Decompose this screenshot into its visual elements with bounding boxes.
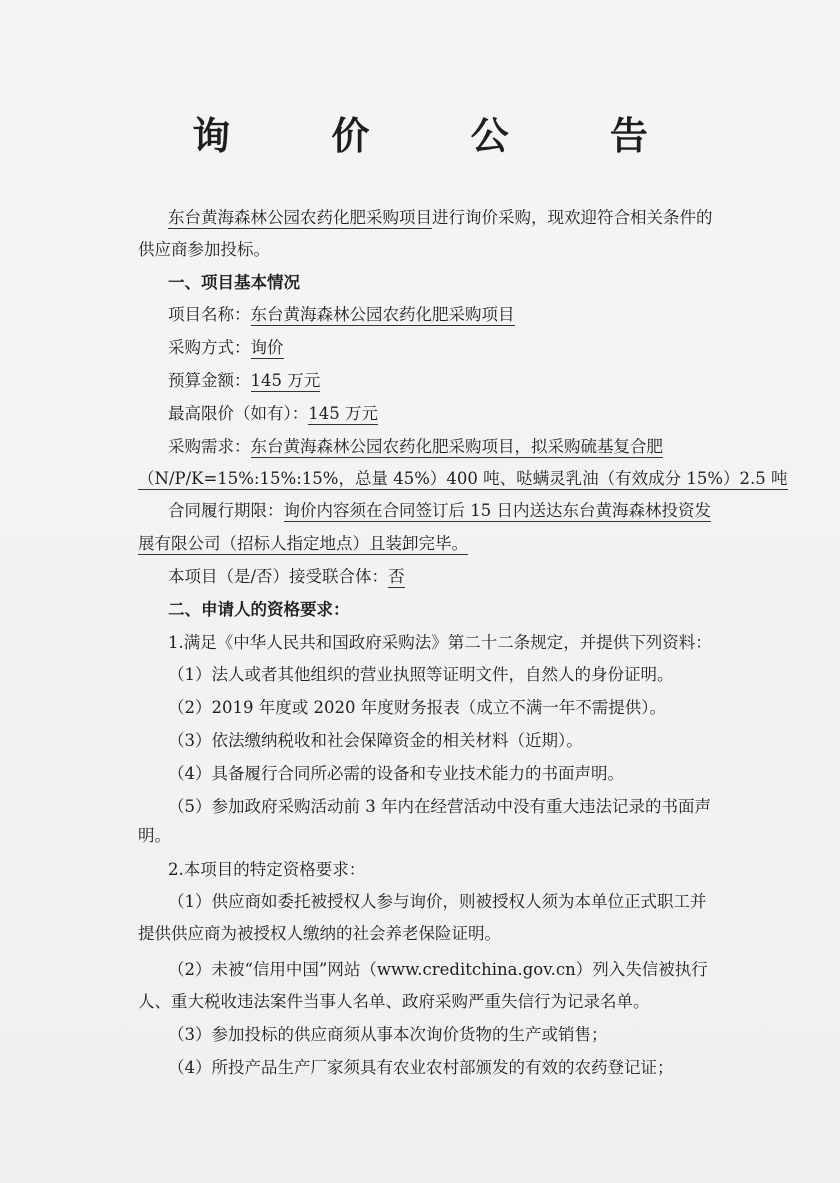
req1-item-3: （3）依法缴纳税收和社会保障资金的相关材料（近期）。 <box>168 731 583 750</box>
req1-item-4: （4）具备履行合同所必需的设备和专业技术能力的书面声明。 <box>168 764 624 783</box>
req2-intro: 2.本项目的特定资格要求： <box>168 860 366 879</box>
req1-item-5: （5）参加政府采购活动前 3 年内在经营活动中没有重大违法记录的书面声 <box>168 797 711 816</box>
method-value: 询价 <box>250 338 284 357</box>
budget-row <box>168 371 320 391</box>
section1-heading: 一、项目基本情况 <box>168 273 300 292</box>
period-row-cont <box>138 534 468 554</box>
project-name-row <box>168 305 515 325</box>
section2-heading: 二、申请人的资格要求： <box>168 600 350 619</box>
joint-row <box>168 567 405 587</box>
req2-item-3: （3）参加投标的供应商须从事本次询价货物的生产或销售； <box>168 1025 608 1044</box>
req1-intro: 1.满足《中华人民共和国政府采购法》第二十二条规定，并提供下列资料： <box>168 633 712 652</box>
project-name-value: 东台黄海森林公园农药化肥采购项目 <box>250 305 515 324</box>
page-title: 询 价 公 告 <box>192 114 692 158</box>
joint-label: 本项目（是/否）接受联合体： <box>168 567 389 586</box>
need-label: 采购需求： <box>168 437 251 456</box>
max-price-label: 最高限价（如有）： <box>168 404 309 423</box>
req2-item-2: （2）未被“信用中国”网站（www.creditchina.gov.cn）列入失信被执行 <box>168 960 708 979</box>
req2-item-2-cont: 人、重大税收违法案件当事人名单、政府采购严重失信行为记录名单。 <box>138 992 650 1011</box>
req1-item-5-cont: 明。 <box>138 826 171 845</box>
intro-line-2: 供应商参加投标。 <box>138 240 270 259</box>
method-row <box>168 338 284 358</box>
req2-item-1-cont: 提供供应商为被授权人缴纳的社会养老保险证明。 <box>138 924 501 943</box>
req2-item-1: （1）供应商如委托被授权人参与询价，则被授权人须为本单位正式职工并 <box>168 892 707 911</box>
period-row <box>168 501 711 521</box>
need-value-line-1: 东台黄海森林公园农药化肥采购项目，拟采购硫基复合肥 <box>250 437 663 456</box>
max-price-value: 145 万元 <box>308 404 378 423</box>
req1-item-2: （2）2019 年度或 2020 年度财务报表（成立不满一年不需提供）。 <box>168 698 666 717</box>
period-value-line-2: 展有限公司（招标人指定地点）且装卸完毕。 <box>138 534 468 553</box>
need-row <box>168 437 663 457</box>
intro-text-1: 进行询价采购，现欢迎符合相关条件的 <box>432 208 713 227</box>
project-name-label: 项目名称： <box>168 305 251 324</box>
intro-project-name: 东台黄海森林公园农药化肥采购项目 <box>168 208 432 227</box>
joint-value: 否 <box>388 567 405 586</box>
period-label: 合同履行期限： <box>168 501 284 520</box>
intro-line-1 <box>168 208 713 228</box>
max-price-row <box>168 404 378 424</box>
method-label: 采购方式： <box>168 338 251 357</box>
budget-label: 预算金额： <box>168 371 251 390</box>
period-value-line-1: 询价内容须在合同签订后 15 日内送达东台黄海森林投资发 <box>283 501 711 520</box>
need-row-cont <box>138 469 788 489</box>
req2-item-4: （4）所投产品生产厂家须具有农业农村部颁发的有效的农药登记证； <box>168 1058 674 1077</box>
need-value-line-2: （N/P/K=15%:15%:15%，总量 45%）400 吨、哒螨灵乳油（有效成分 15%）2.5 吨 <box>138 469 788 488</box>
req1-item-1: （1）法人或者其他组织的营业执照等证明文件，自然人的身份证明。 <box>168 665 674 684</box>
budget-value: 145 万元 <box>250 371 321 390</box>
